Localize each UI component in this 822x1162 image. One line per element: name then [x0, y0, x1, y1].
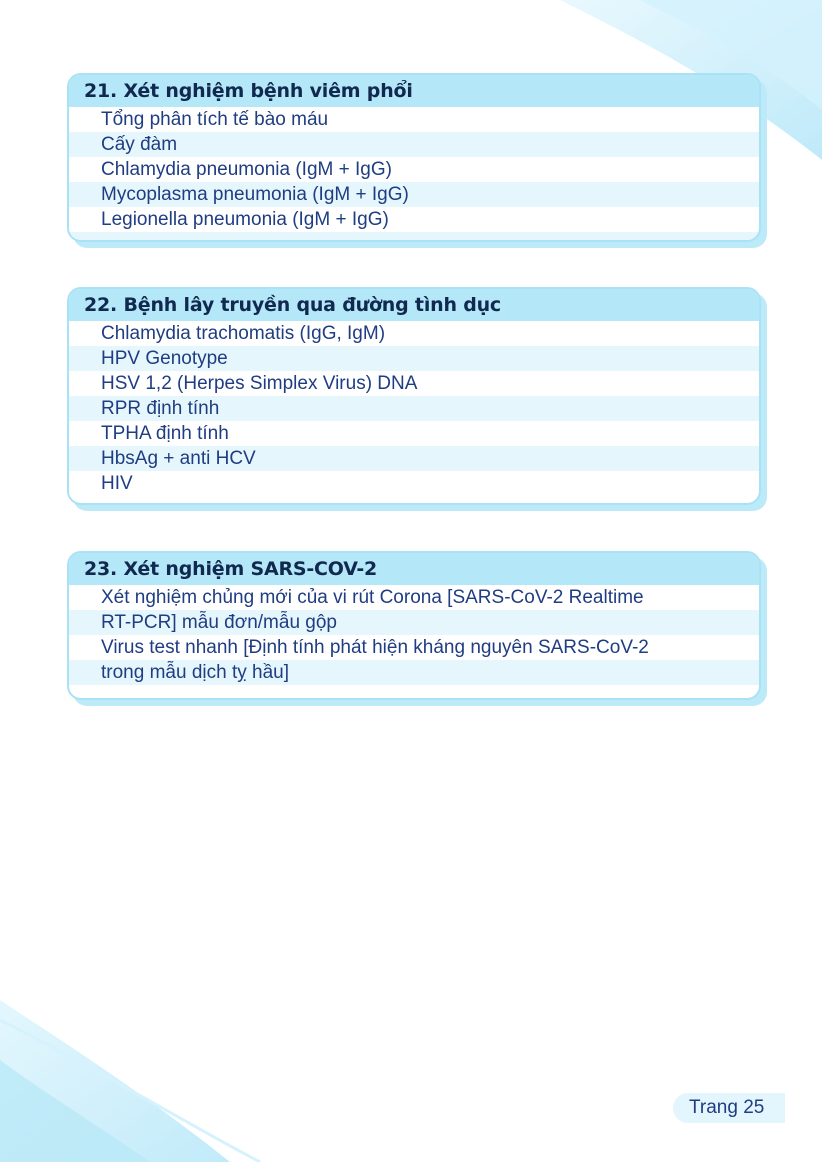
- list-item: Mycoplasma pneumonia (IgM + IgG): [69, 182, 759, 207]
- list-item: TPHA định tính: [101, 423, 229, 444]
- section-title: 21. Xét nghiệm bệnh viêm phổi: [69, 75, 759, 107]
- list-item: Tổng phân tích tế bào máu: [101, 109, 329, 130]
- list-item: HPV Genotype: [69, 346, 759, 371]
- list-item: HIV: [101, 473, 133, 494]
- list-item: Chlamydia pneumonia (IgM + IgG): [101, 159, 392, 180]
- section-sars-cov-2-tests: [67, 551, 761, 700]
- row-spacer: [69, 496, 759, 503]
- list-item: HSV 1,2 (Herpes Simplex Virus) DNA: [101, 373, 418, 394]
- list-item: Legionella pneumonia (IgM + IgG): [101, 209, 389, 230]
- list-item: RPR định tính: [69, 396, 759, 421]
- list-item: Xét nghiệm chủng mới của vi rút Corona [SARS-CoV-2 Realtime: [101, 587, 644, 608]
- row-spacer: [69, 685, 759, 698]
- section-title: 23. Xét nghiệm SARS-COV-2: [69, 553, 759, 585]
- list-item: Chlamydia trachomatis (IgG, IgM): [101, 323, 386, 344]
- list-item: Cấy đàm: [69, 132, 759, 157]
- row-spacer: [69, 232, 759, 240]
- section-std-tests: [67, 287, 761, 505]
- page-number-label: Trang 25: [673, 1093, 785, 1123]
- section-title: 22. Bệnh lây truyền qua đường tình dục: [69, 289, 759, 321]
- list-item: HbsAg + anti HCV: [69, 446, 759, 471]
- list-item: Virus test nhanh [Định tính phát hiện kháng nguyên SARS-CoV-2: [101, 637, 649, 658]
- section-pneumonia-tests: [67, 73, 761, 242]
- list-item: RT-PCR] mẫu đơn/mẫu gộp: [69, 610, 759, 635]
- list-item: trong mẫu dịch tỵ hầu]: [69, 660, 759, 685]
